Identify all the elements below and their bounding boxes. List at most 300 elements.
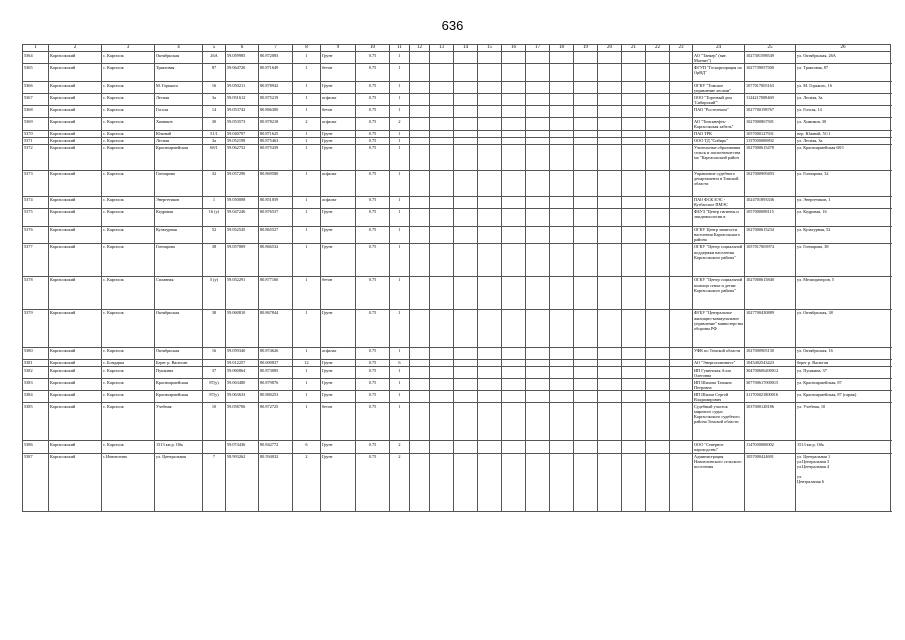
table-cell: [598, 118, 622, 130]
table-cell: [598, 130, 622, 137]
table-cell: [454, 347, 478, 359]
table-cell: [430, 94, 454, 106]
table-cell: 1057000127931: [745, 130, 796, 137]
table-cell: Грунт: [321, 441, 356, 453]
table-cell: Энергетиков: [155, 196, 203, 208]
table-cell: 80.880253: [259, 391, 293, 403]
table-cell: [574, 347, 598, 359]
table-cell: с. Каргасок: [102, 137, 155, 144]
column-header: 3: [102, 45, 155, 52]
table-cell: [550, 64, 574, 82]
table-cell: [454, 391, 478, 403]
table-cell: ул. Лесная, 3а: [796, 94, 891, 106]
table-cell: ул. Гончарова, 32: [796, 170, 891, 196]
table-cell: [622, 441, 646, 453]
table-cell: 87(у): [203, 379, 226, 391]
table-cell: [454, 144, 478, 170]
table-cell: Каргасокский: [49, 347, 102, 359]
table-cell: 0.75: [356, 106, 390, 118]
table-cell: Грунт: [321, 379, 356, 391]
table-row: [23, 226, 891, 243]
table-cell: [670, 391, 693, 403]
table-cell: 1: [293, 391, 321, 403]
table-cell: с. Каргасок: [102, 52, 155, 64]
table-cell: [574, 144, 598, 170]
table-cell: [478, 276, 502, 309]
table-cell: ИП Шилов Сергей Владимирович: [693, 391, 745, 403]
table-cell: [670, 208, 693, 226]
table-cell: 26А: [203, 52, 226, 64]
table-cell: 1: [390, 144, 410, 170]
table-cell: [454, 441, 478, 453]
table-cell: 68/1: [203, 144, 226, 170]
table-cell: [502, 64, 526, 82]
table-cell: Судебный участок мирового судьи Каргасокского судебного района Томской области: [693, 403, 745, 441]
table-cell: берег р. Васюган: [796, 359, 891, 366]
table-cell: 1: [293, 64, 321, 82]
table-cell: [550, 118, 574, 130]
table-cell: 1: [293, 94, 321, 106]
table-cell: 38: [203, 309, 226, 347]
table-cell: [410, 391, 430, 403]
table-cell: [526, 208, 550, 226]
table-cell: 1: [390, 379, 410, 391]
column-header: 11: [390, 45, 410, 52]
table-cell: ул. Гоголя, 14: [796, 106, 891, 118]
table-cell: 1: [293, 226, 321, 243]
table-cell: 59.051612: [226, 94, 259, 106]
table-cell: 6: [390, 359, 410, 366]
table-cell: [526, 106, 550, 118]
table-cell: 1: [293, 208, 321, 226]
table-cell: бетон: [321, 106, 356, 118]
table-cell: [526, 347, 550, 359]
table-cell: 80.877160: [259, 276, 293, 309]
table-row: [23, 137, 891, 144]
table-cell: [598, 243, 622, 276]
table-cell: [430, 359, 454, 366]
table-cell: [478, 226, 502, 243]
table-cell: [526, 367, 550, 379]
table-cell: [410, 276, 430, 309]
table-cell: [502, 82, 526, 94]
table-cell: бетон: [321, 64, 356, 82]
table-cell: 1157000000892: [745, 137, 796, 144]
table-cell: 59.059985: [226, 52, 259, 64]
table-cell: [598, 52, 622, 64]
table-cell: [502, 196, 526, 208]
table-cell: с. Каргасок: [102, 441, 155, 453]
table-cell: [526, 391, 550, 403]
table-cell: Культурная: [155, 226, 203, 243]
table-cell: 1057017003974: [745, 243, 796, 276]
table-cell: 80.842772: [259, 441, 293, 453]
table-cell: [646, 243, 670, 276]
table-cell: 0.75: [356, 226, 390, 243]
table-cell: ИП Гуменская Алла Олеговна: [693, 367, 745, 379]
table-cell: [526, 52, 550, 64]
table-cell: [526, 130, 550, 137]
table-cell: Каргасокский: [49, 379, 102, 391]
table-cell: [646, 196, 670, 208]
table-cell: Каргасокский: [49, 391, 102, 403]
table-cell: Грунт: [321, 137, 356, 144]
table-cell: 80.876537: [259, 208, 293, 226]
table-cell: 1027301598549: [745, 52, 796, 64]
table-cell: Каргасокский: [49, 243, 102, 276]
table-cell: [598, 106, 622, 118]
table-cell: [646, 118, 670, 130]
column-header: 10: [356, 45, 390, 52]
table-cell: с. Каргасок: [102, 226, 155, 243]
table-cell: [550, 391, 574, 403]
table-cell: [502, 137, 526, 144]
table-cell: 1027000615478: [745, 144, 796, 170]
table-cell: АО "Томскнефть-Каргасокская хабель": [693, 118, 745, 130]
table-cell: [670, 118, 693, 130]
table-cell: [622, 379, 646, 391]
table-cell: [526, 170, 550, 196]
column-header: 25: [745, 45, 796, 52]
table-cell: 1: [293, 309, 321, 347]
table-cell: 12: [293, 359, 321, 366]
table-cell: 1077017005163: [745, 82, 796, 94]
table-cell: [574, 82, 598, 94]
table-cell: 1027739057500: [745, 64, 796, 82]
table-cell: [410, 106, 430, 118]
table-cell: 0.75: [356, 441, 390, 453]
table-cell: 1: [390, 403, 410, 441]
table-cell: [646, 367, 670, 379]
table-cell: [410, 118, 430, 130]
table-cell: с. Каргасок: [102, 130, 155, 137]
table-cell: [598, 64, 622, 82]
table-cell: 1: [390, 391, 410, 403]
table-cell: [598, 170, 622, 196]
column-header: 4: [155, 45, 203, 52]
table-cell: 59.064720: [226, 64, 259, 82]
table-cell: [430, 118, 454, 130]
table-cell: ул. Красноармейская, 87: [796, 379, 891, 391]
table-cell: 1: [390, 130, 410, 137]
table-row: [23, 367, 891, 379]
table-cell: [622, 118, 646, 130]
table-cell: Грунт: [321, 359, 356, 366]
table-cell: с. Каргасок: [102, 170, 155, 196]
table-cell: [430, 196, 454, 208]
table-cell: Каргасокский: [49, 137, 102, 144]
table-cell: [574, 196, 598, 208]
table-cell: 59.059340: [226, 347, 259, 359]
table-cell: [502, 170, 526, 196]
table-cell: [430, 276, 454, 309]
table-row: [23, 94, 891, 106]
table-cell: [410, 379, 430, 391]
table-cell: [410, 309, 430, 347]
table-cell: [646, 94, 670, 106]
table-cell: [454, 309, 478, 347]
table-cell: [502, 309, 526, 347]
table-cell: Каргасокский: [49, 359, 102, 366]
table-cell: [454, 137, 478, 144]
table-cell: [478, 347, 502, 359]
column-header: 1: [23, 45, 49, 52]
table-cell: 1: [293, 170, 321, 196]
table-cell: 80.879876: [259, 379, 293, 391]
table-cell: [574, 359, 598, 366]
table-cell: ул. Октябрьская, 16: [796, 347, 891, 359]
table-cell: [670, 130, 693, 137]
table-cell: 10: [203, 403, 226, 441]
table-cell: [646, 64, 670, 82]
table-cell: 5370: [23, 130, 49, 137]
table-cell: 0.75: [356, 144, 390, 170]
table-cell: 1: [390, 106, 410, 118]
table-cell: [454, 367, 478, 379]
table-cell: 0.75: [356, 94, 390, 106]
table-cell: [430, 226, 454, 243]
table-cell: [478, 130, 502, 137]
table-cell: ПАО ФСК ЕЭС - Кузбасское ПМЭС: [693, 196, 745, 208]
table-cell: 5385: [23, 403, 49, 441]
table-cell: 59.050008: [226, 196, 259, 208]
table-cell: [526, 118, 550, 130]
table-cell: Каргасокский: [49, 82, 102, 94]
table-cell: ул. Химиков, 30: [796, 118, 891, 130]
table-cell: 1: [390, 276, 410, 309]
table-cell: Грунт: [321, 391, 356, 403]
table-cell: [526, 64, 550, 82]
table-cell: 5378: [23, 276, 49, 309]
column-header: 21: [622, 45, 646, 52]
table-cell: [622, 106, 646, 118]
table-cell: [454, 453, 478, 511]
table-cell: 5365: [23, 64, 49, 82]
column-header: 18: [550, 45, 574, 52]
table-cell: 1: [390, 208, 410, 226]
table-cell: [574, 391, 598, 403]
table-cell: [598, 309, 622, 347]
table-cell: Гоголя: [155, 106, 203, 118]
table-cell: 80.866532: [259, 243, 293, 276]
table-cell: [526, 82, 550, 94]
table-cell: 1: [390, 64, 410, 82]
table-cell: 16 (у): [203, 208, 226, 226]
table-cell: [502, 347, 526, 359]
table-cell: асфальт: [321, 94, 356, 106]
table-cell: 5383: [23, 379, 49, 391]
table-cell: [646, 137, 670, 144]
table-cell: [526, 226, 550, 243]
table-cell: 7: [203, 453, 226, 511]
table-cell: [430, 367, 454, 379]
table-cell: [550, 144, 574, 170]
table-cell: [598, 94, 622, 106]
table-cell: [478, 82, 502, 94]
column-header: 15: [478, 45, 502, 52]
table-cell: 80.875439: [259, 144, 293, 170]
table-cell: 80.878942: [259, 82, 293, 94]
table-cell: 59.052291: [226, 276, 259, 309]
table-cell: [430, 170, 454, 196]
table-cell: с. Каргасок: [102, 309, 155, 347]
table-cell: ул. Красноармейская, 87 (гараж): [796, 391, 891, 403]
table-cell: [430, 52, 454, 64]
table-cell: 59.047246: [226, 208, 259, 226]
table-cell: [646, 441, 670, 453]
table-cell: с. Каргасок: [102, 403, 155, 441]
table-cell: [478, 208, 502, 226]
table-cell: [454, 170, 478, 196]
table-cell: 1: [293, 144, 321, 170]
table-cell: 80.867844: [259, 309, 293, 347]
table-cell: 5382: [23, 367, 49, 379]
column-header: 12: [410, 45, 430, 52]
table-cell: Красноармейская: [155, 379, 203, 391]
table-cell: 59.062752: [226, 144, 259, 170]
table-cell: ООО ТД "Сибирь": [693, 137, 745, 144]
table-cell: [670, 137, 693, 144]
table-cell: 16: [203, 347, 226, 359]
table-cell: [622, 196, 646, 208]
table-cell: [410, 144, 430, 170]
table-cell: [550, 170, 574, 196]
table-cell: [430, 106, 454, 118]
table-cell: [646, 170, 670, 196]
table-cell: [430, 453, 454, 511]
table-cell: Каргасокский: [49, 64, 102, 82]
table-cell: [550, 52, 574, 64]
table-cell: [502, 130, 526, 137]
table-cell: АО "Энергогазинвест": [693, 359, 745, 366]
table-cell: [670, 453, 693, 511]
table-cell: [622, 276, 646, 309]
table-cell: [454, 226, 478, 243]
table-cell: [646, 106, 670, 118]
table-cell: 2: [390, 118, 410, 130]
table-cell: [622, 367, 646, 379]
table-cell: [622, 130, 646, 137]
table-cell: [526, 441, 550, 453]
table-cell: [478, 94, 502, 106]
table-cell: [550, 379, 574, 391]
column-header: 17: [526, 45, 550, 52]
table-cell: [478, 64, 502, 82]
table-cell: 0.75: [356, 276, 390, 309]
table-cell: [670, 403, 693, 441]
table-cell: Грунт: [321, 208, 356, 226]
table-cell: [574, 118, 598, 130]
table-cell: [598, 208, 622, 226]
table-cell: ФБУЗ "Центр гигиены и эпидемиологии в: [693, 208, 745, 226]
column-header: 22: [646, 45, 670, 52]
table-cell: [454, 82, 478, 94]
table-cell: 59.058706: [226, 403, 259, 441]
table-cell: 59.053573: [226, 118, 259, 130]
table-cell: [670, 52, 693, 64]
table-cell: [670, 64, 693, 82]
table-cell: [646, 379, 670, 391]
table-cell: 1: [293, 106, 321, 118]
table-cell: 5374: [23, 196, 49, 208]
table-cell: [526, 144, 550, 170]
table-cell: [526, 276, 550, 309]
table-cell: [410, 170, 430, 196]
table-cell: [502, 226, 526, 243]
table-cell: [454, 64, 478, 82]
table-cell: ул. Красноармейская 68/1: [796, 144, 891, 170]
table-cell: [574, 276, 598, 309]
table-cell: 0.75: [356, 347, 390, 359]
column-header: 14: [454, 45, 478, 52]
table-cell: ул. Гончарова, 38: [796, 243, 891, 276]
table-cell: [454, 403, 478, 441]
table-cell: 80.878218: [259, 118, 293, 130]
table-cell: 5369: [23, 118, 49, 130]
table-cell: [670, 94, 693, 106]
table-cell: [646, 276, 670, 309]
table-cell: [502, 52, 526, 64]
column-header: 16: [502, 45, 526, 52]
table-cell: 59.053742: [226, 106, 259, 118]
table-cell: [598, 137, 622, 144]
table-cell: с. Каргасок: [102, 82, 155, 94]
table-cell: 80.873085: [259, 367, 293, 379]
table-cell: с. Каргасок: [102, 243, 155, 276]
register-table: [22, 44, 891, 512]
table-cell: 1: [390, 137, 410, 144]
table-cell: ОГКУ Центр занятости населения Каргасокского района: [693, 226, 745, 243]
table-cell: [430, 82, 454, 94]
table-cell: [410, 52, 430, 64]
table-cell: 59.057809: [226, 243, 259, 276]
table-cell: [598, 144, 622, 170]
table-cell: [622, 309, 646, 347]
table-row: [23, 403, 891, 441]
table-cell: [646, 391, 670, 403]
table-cell: [502, 367, 526, 379]
table-cell: [646, 226, 670, 243]
table-cell: 59.050211: [226, 82, 259, 94]
table-cell: [598, 347, 622, 359]
table-cell: [526, 309, 550, 347]
table-cell: [430, 243, 454, 276]
table-cell: [410, 367, 430, 379]
table-cell: [670, 106, 693, 118]
table-cell: [598, 453, 622, 511]
table-cell: [410, 441, 430, 453]
table-cell: [478, 196, 502, 208]
table-cell: 0.75: [356, 453, 390, 511]
table-cell: 0.75: [356, 130, 390, 137]
table-cell: [478, 137, 502, 144]
table-cell: ФГБУ "Центральное жилищно-коммунальное управление" министерства обороны РФ: [693, 309, 745, 347]
table-cell: [502, 441, 526, 453]
table-cell: 5380: [23, 347, 49, 359]
table-cell: [646, 208, 670, 226]
table-cell: 0.75: [356, 359, 390, 366]
table-cell: [574, 379, 598, 391]
table-cell: [646, 309, 670, 347]
table-cell: 38: [203, 243, 226, 276]
table-cell: 80.875463: [259, 137, 293, 144]
table-cell: с. Каргасок: [102, 347, 155, 359]
table-cell: [646, 347, 670, 359]
table-row: [23, 170, 891, 196]
table-cell: 1037000128186: [745, 403, 796, 441]
table-cell: [526, 196, 550, 208]
table-cell: 0.75: [356, 391, 390, 403]
